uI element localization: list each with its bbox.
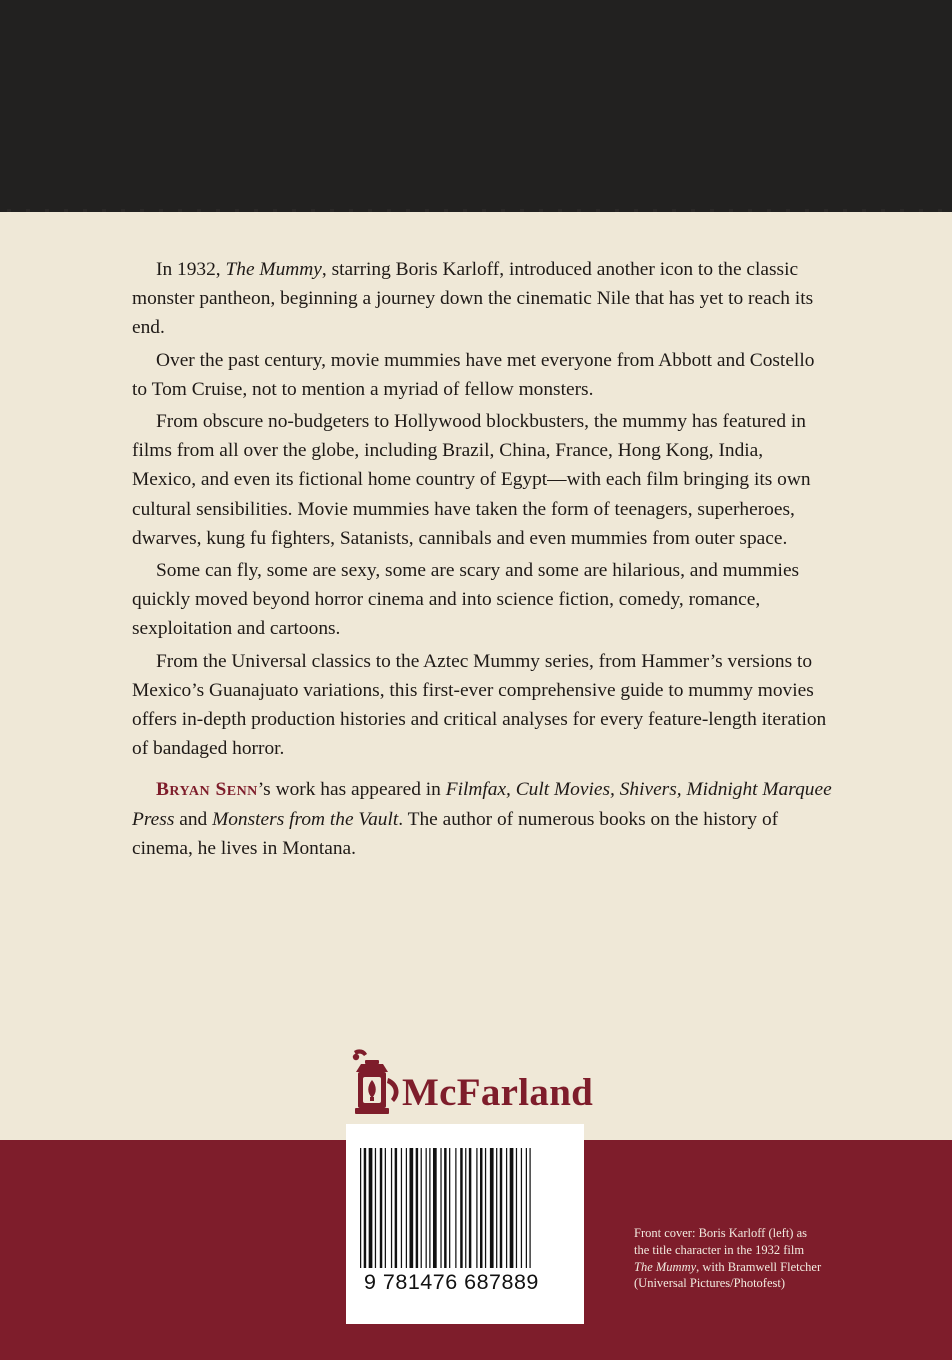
author-name: Bryan Senn bbox=[156, 779, 258, 801]
barcode-bar bbox=[426, 1148, 427, 1268]
isbn-number: 9 781476 687889 bbox=[364, 1270, 539, 1294]
barcode-bar bbox=[364, 1148, 366, 1268]
barcode-bar bbox=[469, 1148, 471, 1268]
barcode-bar bbox=[391, 1148, 392, 1268]
barcode-bar bbox=[444, 1148, 446, 1268]
barcode-bar bbox=[380, 1148, 382, 1268]
barcode-bar bbox=[516, 1148, 517, 1268]
film-title: The Mummy bbox=[225, 259, 322, 280]
publication-last: Monsters from the Vault bbox=[212, 808, 399, 830]
barcode-bar bbox=[496, 1148, 497, 1268]
barcode-bar bbox=[490, 1148, 494, 1268]
barcode-bar bbox=[460, 1148, 462, 1268]
barcode-bar bbox=[510, 1148, 514, 1268]
barcode-bar bbox=[360, 1148, 361, 1268]
blurb-paragraph-3: From obscure no-budgeters to Hollywood blockbusters, the mummy has featured in films from all over the globe, including Brazil, China, France, Hong Kong, India, Mexico, and even its fictional home country of Egypt—with each film bringing its own cultural sensibilities. Movie mummies have taken the form of teenagers, superheroes, dwarves, kung fu fighters, Satanists, cannibals and even mummies from outer space. bbox=[132, 411, 811, 549]
barcode-bar bbox=[506, 1148, 507, 1268]
caption-line-3: The Mummy, with Bramwell Fletcher bbox=[634, 1259, 822, 1274]
isbn-barcode bbox=[346, 1124, 584, 1324]
barcode-bar bbox=[529, 1148, 530, 1268]
barcode-bar bbox=[385, 1148, 386, 1268]
barcode-bar bbox=[440, 1148, 441, 1268]
cover-credit-caption bbox=[634, 1225, 874, 1292]
blurb-paragraph-4: Some can fly, some are sexy, some are scary and some are hilarious, and mummies quickly moved beyond horror cinema and into science fiction, comedy, romance, sexploitation and cartoons. bbox=[132, 560, 800, 640]
publisher-logo bbox=[344, 1048, 614, 1128]
barcode-bar bbox=[369, 1148, 373, 1268]
lantern-icon bbox=[344, 1048, 400, 1128]
barcode-bars bbox=[360, 1148, 574, 1268]
barcode-bar bbox=[476, 1148, 477, 1268]
back-cover-blurb bbox=[132, 255, 832, 866]
barcode-bar bbox=[521, 1148, 522, 1268]
blurb-paragraph-2: Over the past century, movie mummies have met everyone from Abbott and Costello to Tom Cruise, not to mention a myriad of fellow monsters. bbox=[132, 349, 815, 400]
barcode-bar bbox=[455, 1148, 456, 1268]
barcode-bar bbox=[526, 1148, 527, 1268]
barcode-bar bbox=[409, 1148, 413, 1268]
barcode-bar bbox=[500, 1148, 502, 1268]
caption-line-1: Front cover: Boris Karloff (left) as bbox=[634, 1226, 807, 1240]
top-dark-band bbox=[0, 0, 952, 212]
blurb-paragraph-5: From the Universal classics to the Aztec Mummy series, from Hammer’s versions to Mexico’s Guanajuato variations, this first-ever comprehensive guide to mummy movies offers in-depth production histories and critical analyses for every feature-length iteration of bandaged horror. bbox=[132, 650, 827, 760]
barcode-bar bbox=[401, 1148, 402, 1268]
caption-line-4: (Universal Pictures/Photofest) bbox=[634, 1276, 786, 1291]
publisher-name: McFarland bbox=[402, 1071, 594, 1114]
barcode-bar bbox=[375, 1148, 376, 1268]
barcode-bar bbox=[429, 1148, 430, 1268]
barcode-bar bbox=[449, 1148, 450, 1268]
barcode-bar bbox=[480, 1148, 482, 1268]
publication-list: Filmfax, Cult Movies, Shivers, Midnight Marquee Press bbox=[132, 779, 832, 830]
caption-film-title: The Mummy bbox=[634, 1259, 697, 1274]
blurb-paragraph-1: In 1932, The Mummy, starring Boris Karloff, introduced another icon to the classic monster pantheon, beginning a journey down the cinematic Nile that has yet to reach its end. bbox=[132, 259, 814, 339]
author-bio: Bryan Senn’s work has appeared in Filmfax, Cult Movies, Shivers, Midnight Marquee Press and Monsters from the Vault. The author of numerous books on the history of cinema, he lives in Montana. bbox=[132, 779, 832, 859]
caption-line-2: the title character in the 1932 film bbox=[634, 1242, 805, 1257]
barcode-bar bbox=[465, 1148, 466, 1268]
barcode-bar bbox=[421, 1148, 422, 1268]
barcode-bar bbox=[395, 1148, 397, 1268]
barcode-bar bbox=[433, 1148, 437, 1268]
barcode-bar bbox=[406, 1148, 407, 1268]
barcode-bar bbox=[416, 1148, 418, 1268]
barcode-bar bbox=[485, 1148, 486, 1268]
